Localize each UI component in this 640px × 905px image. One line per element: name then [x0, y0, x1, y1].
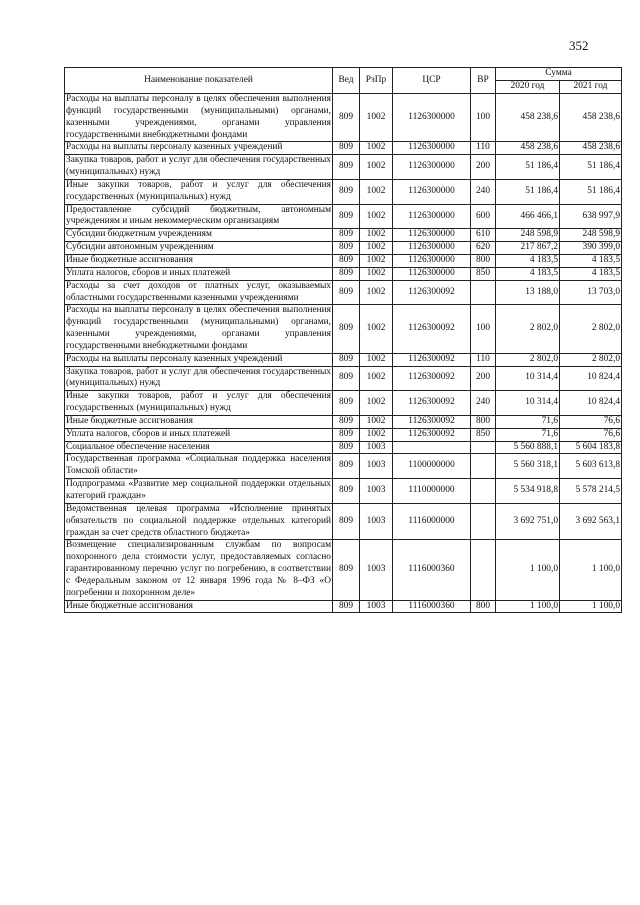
row-csr-cell: 1126300092	[393, 391, 471, 416]
row-vr-cell: 240	[471, 391, 496, 416]
row-ved-cell: 809	[333, 204, 360, 229]
table-row	[65, 503, 622, 540]
row-csr-cell: 1110000000	[393, 479, 471, 504]
row-csr-cell: 1116000360	[393, 600, 471, 613]
row-sum-2021-cell: 5 604 183,8	[560, 441, 622, 454]
row-sum-2020-cell: 4 183,5	[496, 254, 560, 267]
row-rzpr-cell: 1002	[360, 204, 393, 229]
row-sum-2020-cell: 3 692 751,0	[496, 503, 560, 540]
row-name-cell: Расходы на выплаты персоналу казенных учреждений	[65, 353, 333, 366]
row-ved-cell: 809	[333, 441, 360, 454]
row-ved-cell: 809	[333, 503, 360, 540]
row-csr-cell: 1100000000	[393, 454, 471, 479]
row-vr-cell: 800	[471, 254, 496, 267]
row-sum-2020-cell: 2 802,0	[496, 305, 560, 353]
row-ved-cell: 809	[333, 267, 360, 280]
row-vr-cell: 100	[471, 305, 496, 353]
row-rzpr-cell: 1002	[360, 94, 393, 142]
row-sum-2020-cell: 51 186,4	[496, 155, 560, 180]
row-ved-cell: 809	[333, 600, 360, 613]
row-vr-cell: 110	[471, 142, 496, 155]
row-vr-cell: 610	[471, 229, 496, 242]
row-sum-2021-cell: 1 100,0	[560, 540, 622, 600]
header-rzpr: РзПр	[360, 68, 393, 94]
header-sum: Сумма	[496, 68, 622, 81]
row-name-cell: Иные бюджетные ассигнования	[65, 600, 333, 613]
row-name-cell: Расходы на выплаты персоналу в целях обеспечения выполнения функций государственными (муниципальными) органами, казенными учреждениями, органами управления государственными внебюджетными фондами	[65, 94, 333, 142]
row-sum-2021-cell: 3 692 563,1	[560, 503, 622, 540]
row-sum-2020-cell: 10 314,4	[496, 391, 560, 416]
row-ved-cell: 809	[333, 366, 360, 391]
row-csr-cell: 1126300092	[393, 415, 471, 428]
row-sum-2021-cell: 1 100,0	[560, 600, 622, 613]
table-row	[65, 254, 622, 267]
row-csr-cell: 1126300000	[393, 254, 471, 267]
row-sum-2021-cell: 390 399,0	[560, 242, 622, 255]
row-vr-cell: 620	[471, 242, 496, 255]
row-sum-2020-cell: 1 100,0	[496, 600, 560, 613]
row-sum-2021-cell: 51 186,4	[560, 179, 622, 204]
row-ved-cell: 809	[333, 391, 360, 416]
table-row	[65, 540, 622, 600]
row-ved-cell: 809	[333, 415, 360, 428]
table-row	[65, 305, 622, 353]
row-rzpr-cell: 1002	[360, 366, 393, 391]
row-name-cell: Расходы на выплаты персоналу в целях обеспечения выполнения функций государственными (муниципальными) органами, казенными учреждениями, органами управления государственными внебюджетными фондами	[65, 305, 333, 353]
row-name-cell: Подпрограмма «Развитие мер социальной поддержки отдельных категорий граждан»	[65, 479, 333, 504]
row-name-cell: Уплата налогов, сборов и иных платежей	[65, 267, 333, 280]
row-csr-cell: 1126300000	[393, 142, 471, 155]
row-csr-cell: 1126300092	[393, 428, 471, 441]
row-ved-cell: 809	[333, 479, 360, 504]
row-sum-2020-cell: 248 598,9	[496, 229, 560, 242]
row-sum-2020-cell: 5 560 888,1	[496, 441, 560, 454]
row-sum-2021-cell: 4 183,5	[560, 267, 622, 280]
row-sum-2021-cell: 4 183,5	[560, 254, 622, 267]
row-rzpr-cell: 1003	[360, 479, 393, 504]
table-row	[65, 204, 622, 229]
row-csr-cell: 1126300092	[393, 280, 471, 305]
row-sum-2021-cell: 5 578 214,5	[560, 479, 622, 504]
table-row	[65, 479, 622, 504]
row-rzpr-cell: 1003	[360, 454, 393, 479]
row-sum-2020-cell: 4 183,5	[496, 267, 560, 280]
row-vr-cell: 100	[471, 94, 496, 142]
row-sum-2021-cell: 5 603 613,8	[560, 454, 622, 479]
row-vr-cell	[471, 479, 496, 504]
row-csr-cell: 1126300000	[393, 179, 471, 204]
row-rzpr-cell: 1003	[360, 600, 393, 613]
row-name-cell: Ведомственная целевая программа «Исполнение принятых обязательств по социальной поддержке отдельных категорий граждан за счет средств областного бюджета»	[65, 503, 333, 540]
row-name-cell: Иные бюджетные ассигнования	[65, 254, 333, 267]
row-csr-cell: 1126300092	[393, 353, 471, 366]
row-vr-cell: 850	[471, 267, 496, 280]
row-ved-cell: 809	[333, 229, 360, 242]
row-rzpr-cell: 1002	[360, 179, 393, 204]
row-rzpr-cell: 1002	[360, 428, 393, 441]
row-sum-2021-cell: 10 824,4	[560, 366, 622, 391]
row-ved-cell: 809	[333, 179, 360, 204]
row-name-cell: Расходы на выплаты персоналу казенных учреждений	[65, 142, 333, 155]
row-vr-cell: 200	[471, 155, 496, 180]
header-name: Наименование показателей	[65, 68, 333, 94]
row-sum-2020-cell: 71,6	[496, 428, 560, 441]
row-rzpr-cell: 1002	[360, 280, 393, 305]
row-csr-cell: 1126300000	[393, 242, 471, 255]
row-ved-cell: 809	[333, 454, 360, 479]
header-ved: Вед	[333, 68, 360, 94]
row-sum-2021-cell: 2 802,0	[560, 353, 622, 366]
row-csr-cell: 1126300092	[393, 366, 471, 391]
row-name-cell: Закупка товаров, работ и услуг для обеспечения государственных (муниципальных) нужд	[65, 155, 333, 180]
table-row	[65, 94, 622, 142]
row-ved-cell: 809	[333, 254, 360, 267]
row-vr-cell: 240	[471, 179, 496, 204]
row-sum-2020-cell: 458 238,6	[496, 142, 560, 155]
row-vr-cell: 800	[471, 415, 496, 428]
row-sum-2020-cell: 5 560 318,1	[496, 454, 560, 479]
row-sum-2021-cell: 458 238,6	[560, 94, 622, 142]
row-vr-cell: 600	[471, 204, 496, 229]
row-name-cell: Предоставление субсидий бюджетным, автономным учреждениям и иным некоммерческим организациям	[65, 204, 333, 229]
header-csr: ЦСР	[393, 68, 471, 94]
table-row	[65, 415, 622, 428]
row-sum-2020-cell: 51 186,4	[496, 179, 560, 204]
row-sum-2021-cell: 76,6	[560, 415, 622, 428]
row-rzpr-cell: 1002	[360, 155, 393, 180]
row-csr-cell: 1126300000	[393, 94, 471, 142]
row-vr-cell: 200	[471, 366, 496, 391]
row-rzpr-cell: 1002	[360, 305, 393, 353]
row-rzpr-cell: 1002	[360, 353, 393, 366]
table-row	[65, 600, 622, 613]
row-sum-2020-cell: 13 188,0	[496, 280, 560, 305]
table-row	[65, 391, 622, 416]
row-name-cell: Возмещение специализированным службам по вопросам похоронного дела стоимости услуг, предоставляемых согласно гарантированному перечню услуг по погребению, в соответствии с Федеральным законом от 12 января 1996 года № 8–ФЗ «О погребении и похоронном деле»	[65, 540, 333, 600]
row-vr-cell	[471, 280, 496, 305]
row-csr-cell: 1126300000	[393, 229, 471, 242]
row-rzpr-cell: 1002	[360, 391, 393, 416]
row-sum-2020-cell: 458 238,6	[496, 94, 560, 142]
row-vr-cell: 800	[471, 600, 496, 613]
table-row	[65, 280, 622, 305]
row-sum-2020-cell: 1 100,0	[496, 540, 560, 600]
row-sum-2021-cell: 458 238,6	[560, 142, 622, 155]
row-name-cell: Субсидии бюджетным учреждениям	[65, 229, 333, 242]
row-ved-cell: 809	[333, 242, 360, 255]
budget-table	[64, 67, 622, 613]
row-csr-cell: 1116000000	[393, 503, 471, 540]
table-row	[65, 267, 622, 280]
row-csr-cell: 1126300000	[393, 267, 471, 280]
row-rzpr-cell: 1003	[360, 441, 393, 454]
row-ved-cell: 809	[333, 428, 360, 441]
table-row	[65, 366, 622, 391]
row-vr-cell: 850	[471, 428, 496, 441]
row-name-cell: Расходы за счет доходов от платных услуг, оказываемых областными государственными казенными учреждениями	[65, 280, 333, 305]
row-ved-cell: 809	[333, 280, 360, 305]
row-sum-2021-cell: 13 703,0	[560, 280, 622, 305]
row-csr-cell: 1126300000	[393, 204, 471, 229]
header-year-2020: 2020 год	[496, 81, 560, 94]
page-number: 352	[569, 38, 589, 53]
row-csr-cell: 1126300000	[393, 155, 471, 180]
row-rzpr-cell: 1002	[360, 142, 393, 155]
header-vr: ВР	[471, 68, 496, 94]
table-body	[65, 94, 622, 613]
row-sum-2020-cell: 466 466,1	[496, 204, 560, 229]
row-rzpr-cell: 1002	[360, 415, 393, 428]
row-sum-2021-cell: 638 997,9	[560, 204, 622, 229]
row-rzpr-cell: 1002	[360, 242, 393, 255]
row-ved-cell: 809	[333, 155, 360, 180]
row-ved-cell: 809	[333, 540, 360, 600]
row-csr-cell: 1126300092	[393, 305, 471, 353]
row-vr-cell	[471, 441, 496, 454]
row-rzpr-cell: 1003	[360, 540, 393, 600]
row-ved-cell: 809	[333, 94, 360, 142]
row-sum-2021-cell: 248 598,9	[560, 229, 622, 242]
row-name-cell: Иные бюджетные ассигнования	[65, 415, 333, 428]
row-rzpr-cell: 1002	[360, 267, 393, 280]
header-year-2021: 2021 год	[560, 81, 622, 94]
row-rzpr-cell: 1002	[360, 229, 393, 242]
row-vr-cell	[471, 454, 496, 479]
row-name-cell: Иные закупки товаров, работ и услуг для обеспечения государственных (муниципальных) нужд	[65, 391, 333, 416]
row-sum-2021-cell: 10 824,4	[560, 391, 622, 416]
row-csr-cell: 1116000360	[393, 540, 471, 600]
table-row	[65, 229, 622, 242]
table-row	[65, 155, 622, 180]
row-sum-2021-cell: 76,6	[560, 428, 622, 441]
row-sum-2021-cell: 51 186,4	[560, 155, 622, 180]
row-ved-cell: 809	[333, 142, 360, 155]
row-vr-cell	[471, 540, 496, 600]
table-row	[65, 441, 622, 454]
row-ved-cell: 809	[333, 305, 360, 353]
row-name-cell: Субсидии автономным учреждениям	[65, 242, 333, 255]
row-sum-2020-cell: 217 867,2	[496, 242, 560, 255]
row-name-cell: Социальное обеспечение населения	[65, 441, 333, 454]
row-name-cell: Государственная программа «Социальная поддержка населения Томской области»	[65, 454, 333, 479]
table-row	[65, 242, 622, 255]
row-name-cell: Закупка товаров, работ и услуг для обеспечения государственных (муниципальных) нужд	[65, 366, 333, 391]
table-row	[65, 353, 622, 366]
row-sum-2020-cell: 2 802,0	[496, 353, 560, 366]
row-name-cell: Уплата налогов, сборов и иных платежей	[65, 428, 333, 441]
row-rzpr-cell: 1002	[360, 254, 393, 267]
table-row	[65, 454, 622, 479]
row-vr-cell: 110	[471, 353, 496, 366]
row-csr-cell	[393, 441, 471, 454]
row-ved-cell: 809	[333, 353, 360, 366]
row-sum-2021-cell: 2 802,0	[560, 305, 622, 353]
row-rzpr-cell: 1003	[360, 503, 393, 540]
table-row	[65, 428, 622, 441]
table-row	[65, 142, 622, 155]
row-sum-2020-cell: 71,6	[496, 415, 560, 428]
row-name-cell: Иные закупки товаров, работ и услуг для обеспечения государственных (муниципальных) нужд	[65, 179, 333, 204]
table-row	[65, 179, 622, 204]
row-sum-2020-cell: 10 314,4	[496, 366, 560, 391]
row-vr-cell	[471, 503, 496, 540]
row-sum-2020-cell: 5 534 918,8	[496, 479, 560, 504]
